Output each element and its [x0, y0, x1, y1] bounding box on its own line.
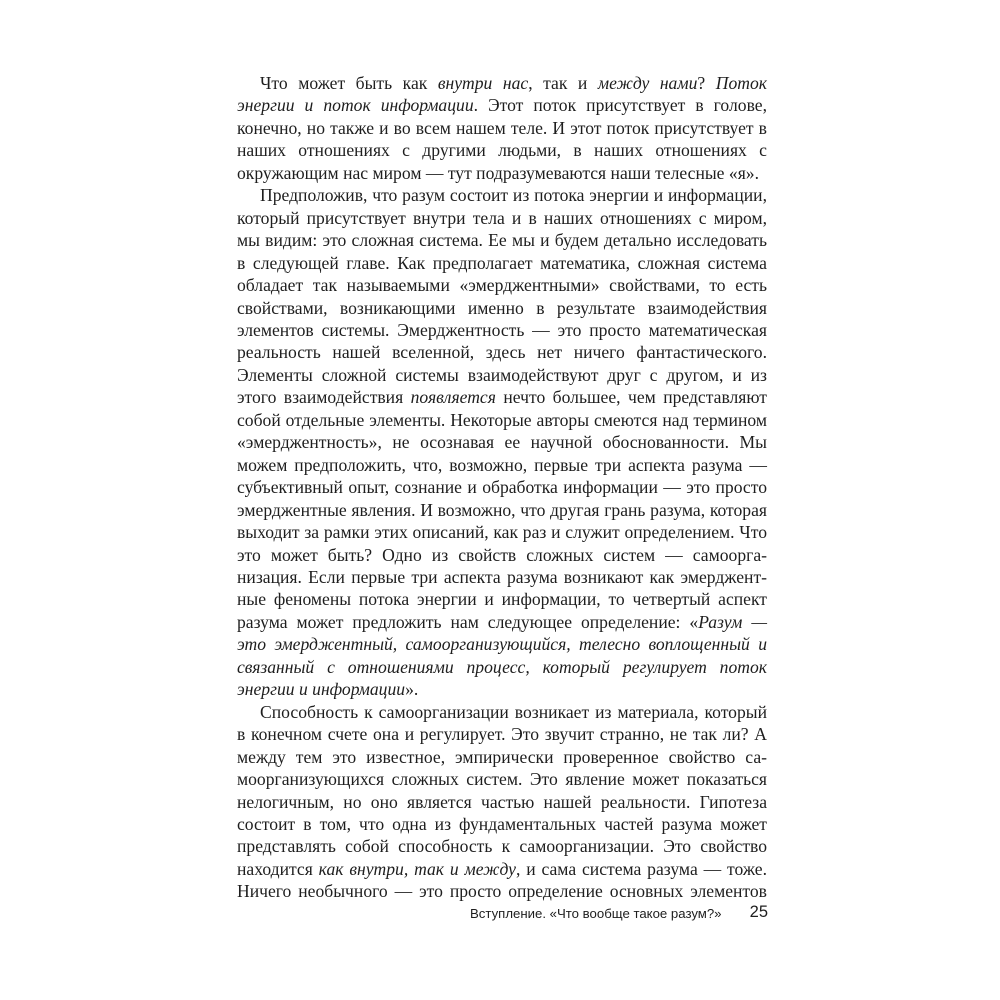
italic-text: внутри нас — [437, 73, 529, 93]
italic-text: Поток энергии и поток информации — [237, 73, 767, 116]
text-run: Способность к самоорганизации возникает из материала, который в конечном счете она и регулирует. Это звучит странно, не так ли? А между тем это известное, эмпирически проверенное свойство самоорганизующихся сложных систем. Это явление может показаться нелогичным, но оно является частью нашей реальности. Гипотеза состоит в том, что одна из фундаментальных частей разума может представлять собой способность к самоорганизации. Это свойство находится — [237, 701, 767, 879]
italic-text: между нами — [597, 73, 698, 93]
text-run: ». — [405, 679, 419, 700]
text-run: . Этот поток присутствует в голове, конечно, но также и во всем нашем теле. И этот поток присутствует в наших отношениях с другими людьми, в наших отношениях с окружающим нас миром — тут подразумеваются наши телесные «я». — [237, 95, 767, 183]
text-run: , и сама система разума — тоже. Ничего необычного — это просто определение основных элементов — [237, 858, 767, 902]
italic-text: появляется — [410, 387, 496, 408]
text-run: Предположив, что разум состоит из потока энергии и информации, который присутствует внутри тела и в наших отношениях с миром, мы видим: это сложная система. Ее мы и будем детально исследовать в следующей главе. Как предполагает математика, сложная система обладает так называемыми «эмерджентными» свойствами, то есть свойствами, возникающими именно в результате взаимодействия элементов системы. Эмерджентность — это просто математическая реальность нашей вселенной, здесь нет ничего фантастического. Элементы сложной системы взаимодействуют друг с другом, и из этого взаимодействия — [237, 185, 767, 408]
italic-text: Разум — это эмерджентный, самоорганизующийся, телесно воплощенный и связанный с отношениями процесс, который регулирует поток энергии и информации — [237, 611, 767, 700]
text-run: Что может быть как — [260, 73, 438, 93]
paragraph-3 — [237, 701, 767, 903]
text-run: нечто большее, чем представляют собой отдельные элементы. Некоторые авторы смеются над термином «эмерджентность», не осознавая ее научной обоснованности. Мы можем предположить, что, возможно, первые три аспекта разума — субъективный опыт, сознание и обработка информации — это просто эмерджентные явления. И возможно, что другая грань разума, которая выходит за рамки этих описаний, как раз и служит определением. Что это может быть? Одно из свойств сложных систем — самоорганизация. Если первые три аспекта разума возникают как эмерджентные феномены потока энергии и информации, то четвертый аспект разума может предложить нам следующее определение: « — [237, 387, 767, 632]
italic-text: как внутри, так и между — [318, 858, 516, 879]
page-number: 25 — [749, 903, 768, 921]
text-run: , так и — [528, 73, 598, 93]
paragraph-1 — [237, 72, 767, 184]
paragraph-2 — [237, 184, 767, 700]
body-text — [237, 72, 767, 903]
running-head: Вступление. «Что вообще такое разум?» — [470, 906, 722, 921]
text-run: ? — [697, 73, 716, 93]
